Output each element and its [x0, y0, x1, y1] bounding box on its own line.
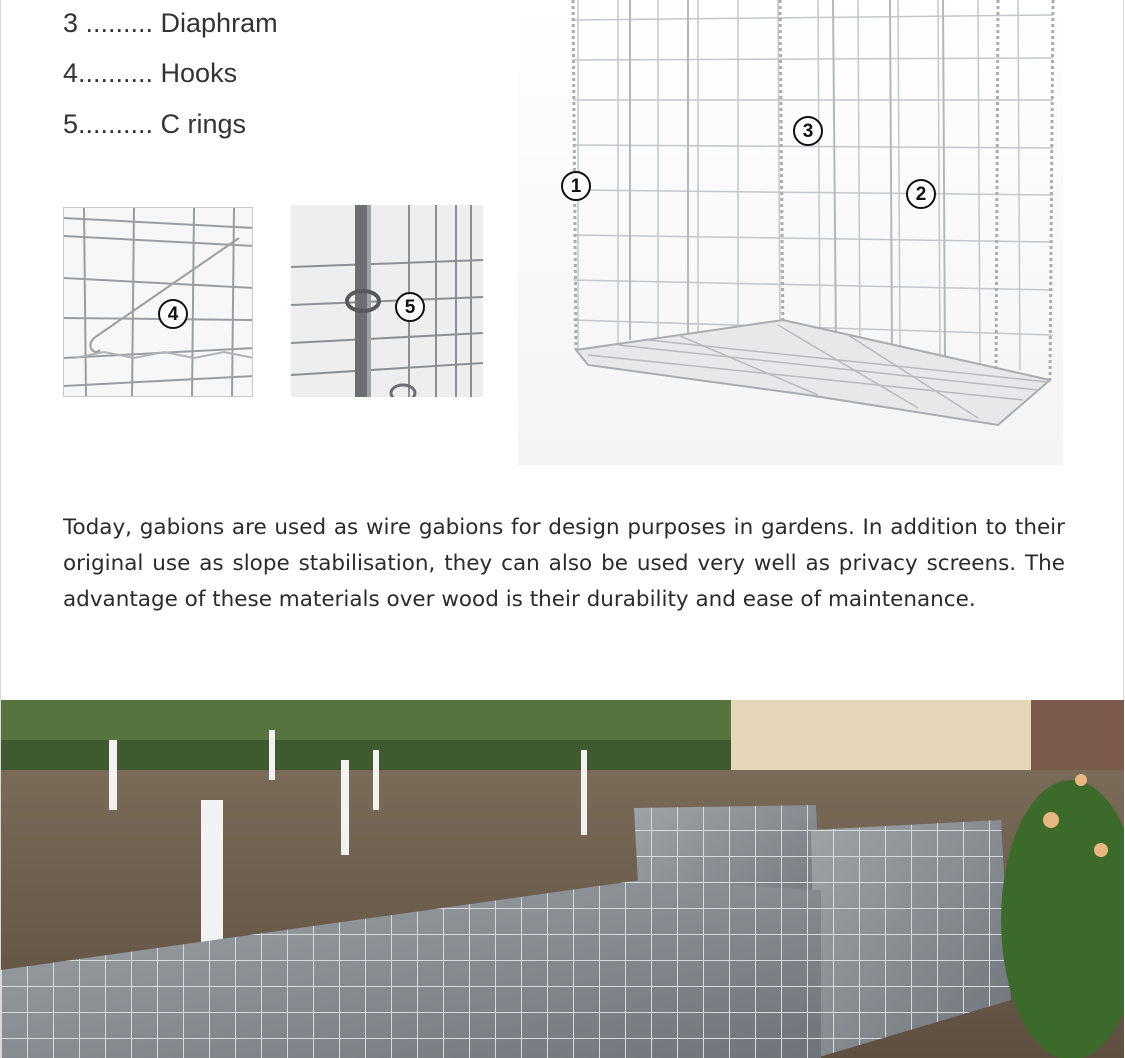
legend-item-c-rings: 5.......... C rings: [63, 109, 247, 139]
callout-2: 2: [906, 179, 936, 209]
description-paragraph: Today, gabions are used as wire gabions for design purposes in gardens. In addition to their original use as slope stabilisation, they can also be used very well as privacy screens. The advantage of these materials over wood is their durability and ease of maintenance.: [63, 515, 1065, 612]
c-rings-detail-image: [291, 205, 483, 397]
legend-item-diaphram: 3 ......... Diaphram: [63, 8, 278, 38]
callout-1: 1: [561, 171, 591, 201]
legend-item-hooks: 4.......... Hooks: [63, 58, 238, 88]
callout-4: 4: [158, 299, 188, 329]
callout-5: 5: [395, 292, 425, 322]
garden-gabion-wall-photo: [1, 700, 1124, 1058]
hooks-detail-image: [63, 207, 253, 397]
callout-3: 3: [793, 116, 823, 146]
gabion-basket-image: [518, 0, 1063, 465]
